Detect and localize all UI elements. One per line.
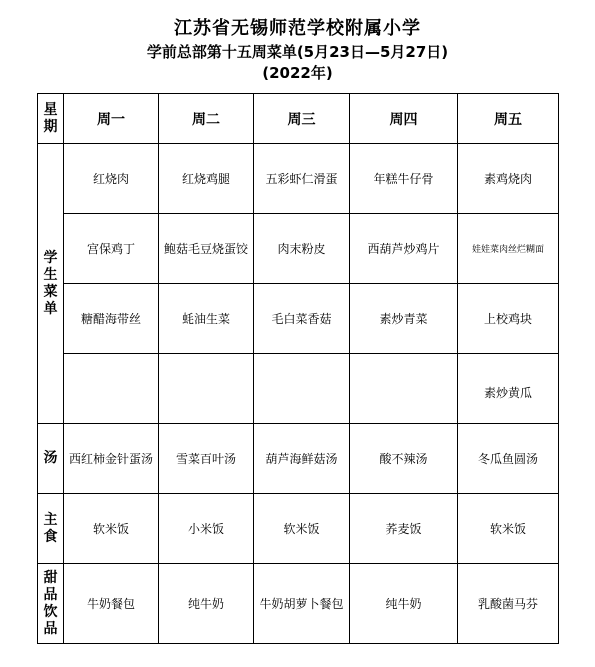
day-header-fri: 周五 [458,94,559,144]
dish-cell: 宫保鸡丁 [64,214,159,284]
staple-label: 主食 [38,494,64,564]
day-header-thu: 周四 [350,94,458,144]
student-menu-label: 学生菜单 [38,144,64,424]
page-title: 江苏省无锡师范学校附属小学 [174,18,421,39]
weekly-menu-table [37,93,559,644]
dish-cell: 蚝油生菜 [159,284,254,354]
header-row [38,94,559,144]
table-row [38,144,559,214]
menu-year: (2022年) [262,64,333,82]
day-header-wed: 周三 [254,94,350,144]
dish-cell: 酸不辣汤 [350,424,458,494]
dish-cell: 毛白菜香菇 [254,284,350,354]
dish-cell [350,354,458,424]
dish-cell: 软米饭 [254,494,350,564]
dish-cell: 冬瓜鱼圆汤 [458,424,559,494]
dish-cell [64,354,159,424]
dish-cell: 软米饭 [64,494,159,564]
dish-cell: 素炒青菜 [350,284,458,354]
dessert-row [38,564,559,644]
dish-cell: 牛奶餐包 [64,564,159,644]
dish-cell: 乳酸菌马芬 [458,564,559,644]
dish-cell: 红烧肉 [64,144,159,214]
table-row [38,214,559,284]
dish-cell: 素炒黄瓜 [458,354,559,424]
soup-row [38,424,559,494]
dish-cell: 五彩虾仁滑蛋 [254,144,350,214]
dish-cell: 纯牛奶 [159,564,254,644]
table-row [38,284,559,354]
weekday-label: 星期 [38,94,64,144]
dessert-label: 甜品饮品 [38,564,64,644]
dish-cell: 红烧鸡腿 [159,144,254,214]
dish-cell: 糖醋海带丝 [64,284,159,354]
dish-cell: 葫芦海鲜菇汤 [254,424,350,494]
table-row [38,354,559,424]
dish-cell: 肉末粉皮 [254,214,350,284]
day-header-tue: 周二 [159,94,254,144]
dish-cell: 素鸡烧肉 [458,144,559,214]
dish-cell [159,354,254,424]
dish-cell: 小米饭 [159,494,254,564]
dish-cell: 西葫芦炒鸡片 [350,214,458,284]
dish-cell: 雪菜百叶汤 [159,424,254,494]
staple-row [38,494,559,564]
dish-cell [254,354,350,424]
dish-cell: 娃娃菜肉丝烂糊面 [458,214,559,284]
dish-cell: 荞麦饭 [350,494,458,564]
day-header-mon: 周一 [64,94,159,144]
menu-subtitle: 学前总部第十五周菜单(5月23日—5月27日) [146,43,449,61]
dish-cell: 上校鸡块 [458,284,559,354]
dish-cell: 鲍菇毛豆烧蛋饺 [159,214,254,284]
dish-cell: 纯牛奶 [350,564,458,644]
dish-cell: 年糕牛仔骨 [350,144,458,214]
soup-label: 汤 [38,424,64,494]
dish-cell: 牛奶胡萝卜餐包 [254,564,350,644]
dish-cell: 西红柿金针蛋汤 [64,424,159,494]
dish-cell: 软米饭 [458,494,559,564]
